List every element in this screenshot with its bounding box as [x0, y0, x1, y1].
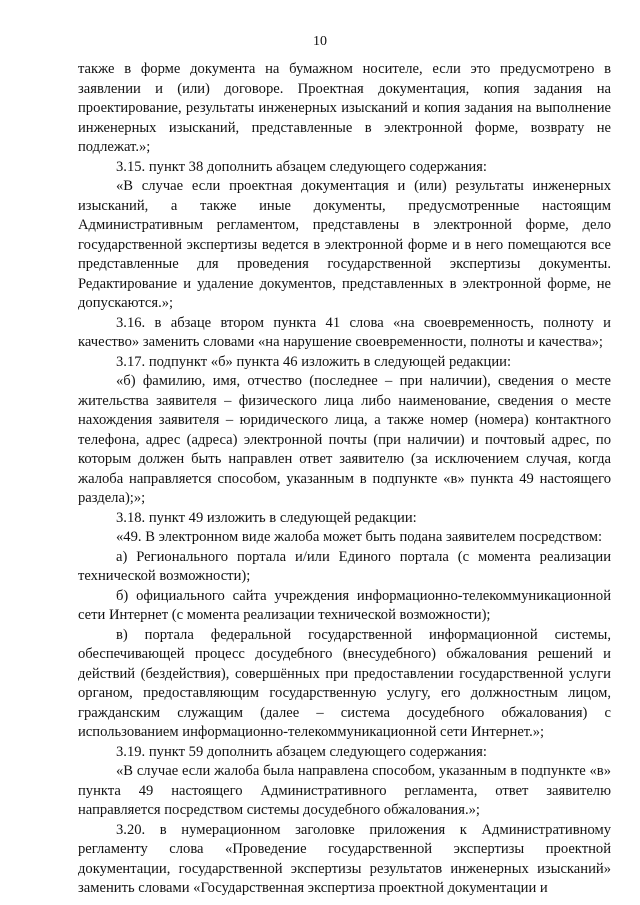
paragraph-3-19: 3.19. пункт 59 дополнить абзацем следующего содержания:: [116, 743, 487, 760]
paragraph-3-20: 3.20. в нумерационном заголовке приложения к Административному регламенту слова «Проведение государственной экспертизы проектной документации, государственной экспертизы результатов инженерных изысканий» заменить словами «Государственная экспертиза проектной документации и: [78, 821, 611, 896]
paragraph-49-b: б) официального сайта учреждения информационно-телекоммуникационной сети Интернет (с момента реализации технической возможности);: [78, 587, 611, 623]
paragraph-3-19-text: «В случае если жалоба была направлена способом, указанным в подпункте «в» пункта 49 настоящего Административного регламента, ответ заявителю направляется посредством системы досудебного обжалования.»;: [78, 763, 611, 818]
page-number: 10: [313, 34, 327, 49]
paragraph-3-16: 3.16. в абзаце втором пункта 41 слова «на своевременность, полноту и качество» заменить словами «на нарушение своевременности, полноты и качества»;: [78, 314, 611, 350]
document-body: [78, 60, 611, 899]
paragraph-49-v: в) портала федеральной государственной информационной системы, обеспечивающей процесс досудебного (внесудебного) обжалования решений и действий (бездействия), совершённых при предоставлении государственной услуги органом, предоставляющим государственную услугу, его должностным лицом, гражданским служащим (далее – система досудебного обжалования) с использованием информационно-телекоммуникационной сети Интернет.»;: [78, 626, 611, 740]
paragraph-3-18: 3.18. пункт 49 изложить в следующей редакции:: [116, 509, 417, 526]
paragraph-continuation: также в форме документа на бумажном носителе, если это предусмотрено в заявлении и (или) договоре. Проектная документация, копия задания на проектирование, результаты инженерных изысканий и копия задания на выполнение инженерных изысканий, представленные в электронной форме, возврату не подлежат.»;: [78, 61, 611, 155]
paragraph-49-a: а) Регионального портала и/или Единого портала (с момента реализации технической возможности);: [78, 548, 611, 584]
paragraph-3-17: 3.17. подпункт «б» пункта 46 изложить в следующей редакции:: [116, 353, 511, 370]
paragraph-49: «49. В электронном виде жалоба может быть подана заявителем посредством:: [116, 529, 603, 545]
paragraph-3-15-text: «В случае если проектная документация и (или) результаты инженерных изысканий, а также иные документы, предусмотренные настоящим Административным регламентом, представлены в электронной форме, дело государственной экспертизы ведется в электронной форме и в него помещаются все представленные для проведения государственной экспертизы документы. Редактирование и удаление документов, представленных в электронной форме, не допускаются.»;: [78, 178, 611, 311]
paragraph-3-15: 3.15. пункт 38 дополнить абзацем следующего содержания:: [116, 158, 487, 175]
paragraph-3-17-text: «б) фамилию, имя, отчество (последнее – при наличии), сведения о месте жительства заявителя – физического лица либо наименование, сведения о месте нахождения заявителя – юридического лица, а также номер (номера) контактного телефона, адрес (адреса) электронной почты (при наличии) и почтовый адрес, по которым должен быть направлен ответ заявителю (за исключением случая, когда жалоба направляется способом, указанным в подпункте «в» пункта 49 настоящего раздела);»;: [78, 373, 611, 506]
